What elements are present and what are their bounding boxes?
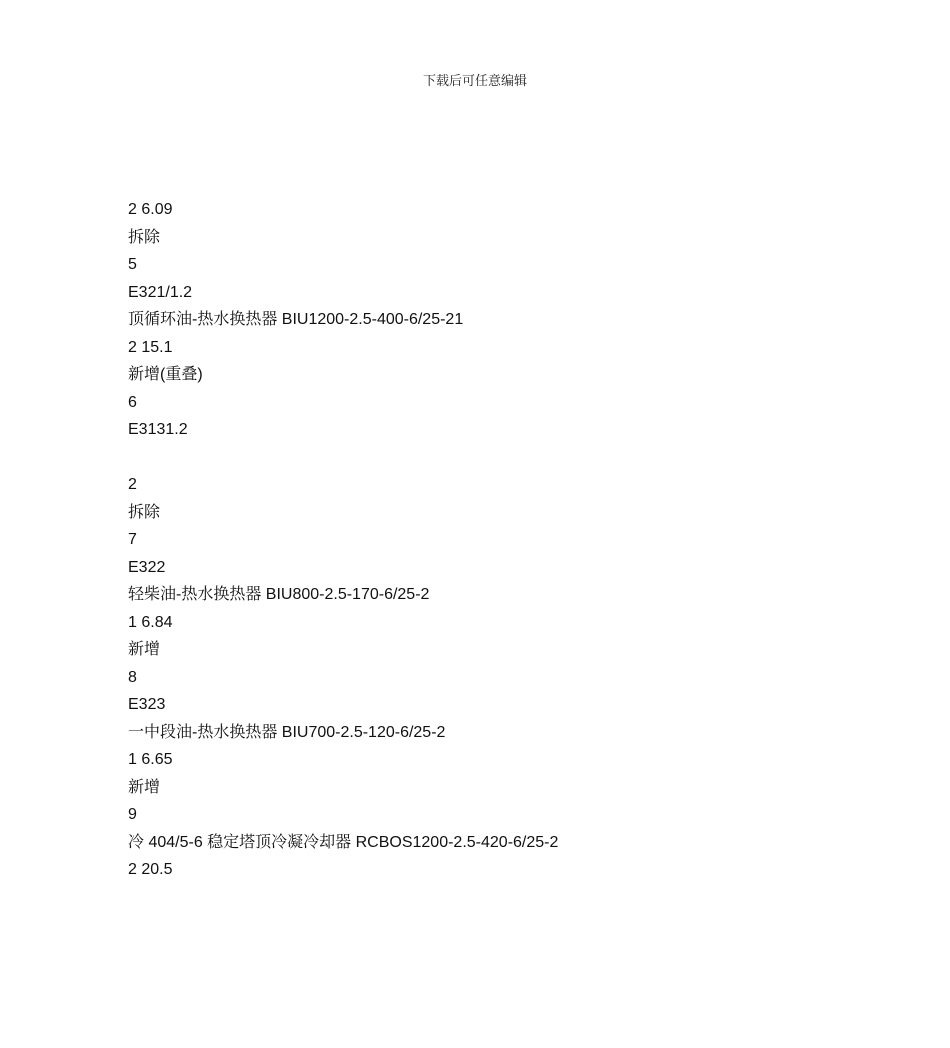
text-line: 一中段油-热水换热器 BIU700-2.5-120-6/25-2 <box>128 723 446 741</box>
document-body <box>128 196 828 884</box>
text-line: 1 6.84 <box>128 613 173 631</box>
text-line: E322 <box>128 558 166 576</box>
text-line: 1 6.65 <box>128 751 173 768</box>
text-line: 5 <box>128 256 137 273</box>
text-line <box>128 444 828 472</box>
text-line: 拆除 <box>128 228 161 246</box>
text-line: 9 <box>128 806 137 823</box>
page-header: 下载后可任意编辑 <box>422 74 527 89</box>
text-line: 8 <box>128 668 137 686</box>
text-line: 新增 <box>128 778 161 796</box>
text-line: E3131.2 <box>128 421 188 438</box>
text-line: 7 <box>128 531 137 548</box>
text-line: E323 <box>128 696 166 713</box>
text-line: 新增(重叠) <box>128 366 203 383</box>
text-line: 顶循环油-热水换热器 BIU1200-2.5-400-6/25-21 <box>128 311 464 328</box>
text-line: 轻柴油-热水换热器 BIU800-2.5-170-6/25-2 <box>128 586 430 603</box>
text-line: 拆除 <box>128 503 161 521</box>
text-line: E321/1.2 <box>128 283 193 301</box>
text-line: 冷 404/5-6 稳定塔顶冷凝冷却器 RCBOS1200-2.5-420-6/25-2 <box>128 833 559 851</box>
text-line: 6 <box>128 393 137 411</box>
text-line: 2 6.09 <box>128 201 173 218</box>
text-line: 2 20.5 <box>128 861 173 878</box>
text-line: 2 15.1 <box>128 338 173 356</box>
text-line: 2 <box>128 476 137 493</box>
text-line: 新增 <box>128 641 161 658</box>
